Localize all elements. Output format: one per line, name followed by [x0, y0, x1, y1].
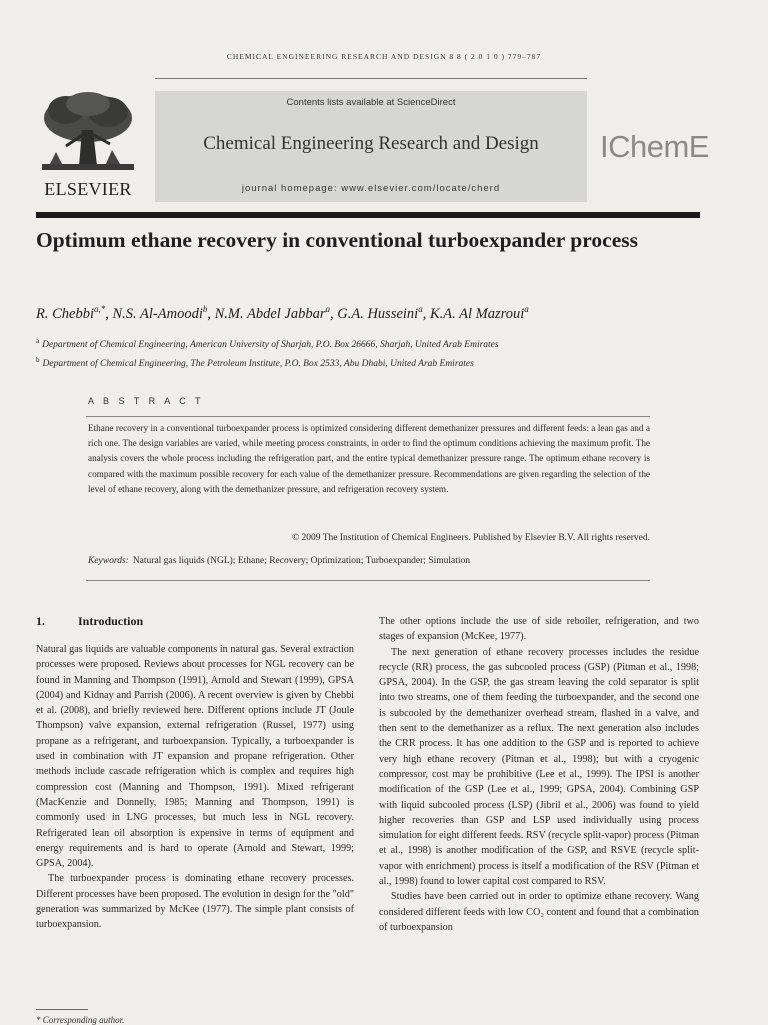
author-name: R. Chebbi	[36, 305, 94, 322]
footnote-text: Corresponding author.	[42, 1015, 125, 1025]
article-title: Optimum ethane recovery in conventional turboexpander process	[36, 228, 638, 252]
section-title: Introduction	[78, 614, 144, 628]
author-name: G.A. Husseini	[337, 305, 419, 322]
journal-banner	[155, 91, 587, 202]
author-name: N.M. Abdel Jabbar	[214, 305, 326, 322]
author-separator: ,	[105, 305, 113, 322]
contents-line[interactable]: Contents lists available at ScienceDirect	[286, 97, 456, 108]
affiliation-line	[36, 334, 716, 353]
affiliations	[36, 334, 716, 371]
author-separator: ,	[207, 305, 215, 322]
author-mark: a,*	[94, 304, 106, 314]
paragraph: The next generation of ethane recovery processes includes the residue recycle (RR) process, the gas subcooled process (GSP) (Pitman et al., 1998; GPSA, 2004). In the GSP, the gas stream leaving the cold separator is split into two streams, one of them feeding the turboexpander, and the second one is subcooled by the demethanizer overhead stream, flashed in a valve, and then sent to the demethanizer as a reflux. The next generation also includes the CRR process. It has one addition to the GSP and is reported to achieve very high ethane recovery (Pitman et al., 1998); but with a cryogenic compressor, cost may be prohibitive (Lee et al., 1999). The IPSI is another modification of the GSP (Lee et al., 1999; GPSA, 2004). Combining GSP with liquid subcooled process (LSP) (Jibril et al., 2006) was found to yield higher recoveries than GSP and LSP used individually using process simulation for eight different feeds. RSV (recycle split-vapor) process (Pitman et al., 1998) is another modification of the GSP, and RSVE (recycle split-vapor with enrichment) process is itself a modification of the RSV (Pitman et al., 1998) found to lower capital cost compared to RSV.	[379, 646, 699, 888]
keywords-line	[88, 556, 650, 566]
paragraph: Studies have been carried out in order to optimize ethane recovery. Wang considered different feeds with low CO₂ content and found that a combination of turboexpansion	[379, 891, 699, 933]
keywords-label: Keywords:	[88, 556, 129, 566]
abstract-bottom-rule	[86, 580, 650, 581]
copyright-line: © 2009 The Institution of Chemical Engineers. Published by Elsevier B.V. All rights reserved.	[291, 533, 650, 543]
author-name: K.A. Al Mazroui	[429, 305, 525, 322]
author-list	[36, 304, 726, 323]
keywords-list: Natural gas liquids (NGL); Ethane; Recovery; Optimization; Turboexpander; Simulation	[132, 556, 471, 566]
paragraph: The other options include the use of side reboiler, refrigeration, and two stages of expansion (McKee, 1977).	[379, 616, 699, 643]
author-mark: a	[325, 304, 330, 314]
affiliation-text: Department of Chemical Engineering, The Petroleum Institute, P.O. Box 2533, Abu Dhabi, United Arab Emirates	[42, 358, 474, 369]
affiliation-text: Department of Chemical Engineering, American University of Sharjah, P.O. Box 26666, Sharjah, United Arab Emirates	[42, 340, 499, 351]
body-column-right	[379, 614, 699, 935]
author-mark: a	[418, 304, 423, 314]
affiliation-line	[36, 353, 716, 372]
body-column-left	[36, 642, 354, 933]
journal-title: Chemical Engineering Research and Design	[203, 133, 539, 154]
abstract-heading: A B S T R A C T	[88, 396, 205, 406]
header-thick-rule	[36, 212, 700, 218]
author-mark: a	[524, 304, 529, 314]
abstract-text: Ethane recovery in a conventional turboexpander process is optimized considering different demethanizer pressures and different feeds: a lean gas and a rich one. The design variables are varied, while meeting process constraints, in order to find the optimum conditions achieving the maximum profit. The analysis covers the whole process including the refrigeration part, and the entire typical demethanizer pressure range. The optimum ethane recovery is compared with the maximum possible recovery for each value of the demethanizer pressure. Recommendations are given regarding the selection of the level of ethane recovery, along with the demethanizer pressure, and refrigeration recovery system.	[88, 423, 650, 494]
running-head: CHEMICAL ENGINEERING RESEARCH AND DESIGN 8 8 ( 2 0 1 0 ) 779–787	[226, 52, 542, 61]
society-logo: IChemE	[600, 129, 709, 164]
section-number: 1.	[36, 614, 45, 628]
footnote-rule	[36, 1009, 88, 1010]
affiliation-mark: b	[36, 355, 40, 364]
author-separator: ,	[422, 305, 430, 322]
paragraph: The turboexpander process is dominating ethane recovery processes. Different processes have been proposed. The evolution in design for the "old" generation was summarized by McKee (1977). The simple plant consists of turboexpansion.	[36, 873, 354, 931]
affiliation-mark: a	[36, 337, 40, 345]
author-name: N.S. Al-Amoodi	[112, 305, 203, 322]
journal-homepage[interactable]: journal homepage: www.elsevier.com/locate/cherd	[241, 183, 501, 194]
paragraph: Natural gas liquids are valuable components in natural gas. Several extraction processes were proposed. Reviews about processes for NGL recovery can be found in Manning and Thompson (1991), Arnold and Stewart (1999), GPSA (2004) and Kidnay and Parrish (2006). A recent overview is given by Chebbi et al. (2008), and briefly reviewed here. Different options include JT (Joule Thompson) valve expansion, external refrigeration (Russel, 1977) using propane as a refrigerant, and turboexpansion. Typically, a turboexpander is used in combination with JT expansion and propane refrigeration. Other methods include cascade refrigeration which is complex and requires high compression cost (Manning and Thompson, 1991). Mixed refrigerant (MacKenzie and Donnelly, 1985; Manning and Thompson, 1991) is commonly used in LNG processes, but much less in NGL recovery. Refrigerated lean oil absorption is expensive in terms of equipment and energy requirements and is hard to operate (Arnold and Stewart, 1999; GPSA, 2004).	[36, 644, 354, 870]
footnote-marker: *	[36, 1015, 41, 1025]
tree-logo-icon	[36, 90, 140, 176]
header-rule	[155, 78, 587, 79]
author-separator: ,	[330, 305, 338, 322]
section-heading	[36, 614, 143, 629]
abstract-top-rule	[86, 416, 650, 417]
publisher-name: ELSEVIER	[44, 179, 132, 199]
author-mark: b	[202, 304, 208, 314]
